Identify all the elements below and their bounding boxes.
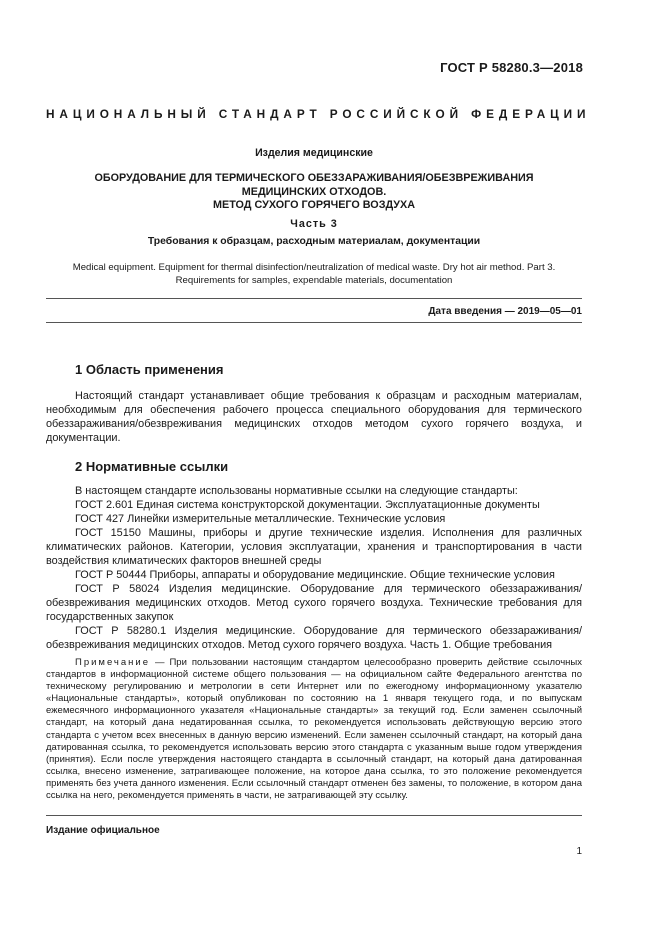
doc-part: Часть 3: [290, 218, 338, 230]
doc-requirements-title: Требования к образцам, расходным материалам, документации: [147, 236, 481, 247]
section-1-body: [46, 389, 582, 445]
doc-subtitle: Изделия медицинские: [255, 147, 373, 159]
reference-item: ГОСТ Р 58280.1 Изделия медицинские. Оборудование для термического обеззараживания/обезвреживания медицинских отходов. Метод сухого горячего воздуха. Часть 1. Общие требования: [46, 625, 582, 651]
doc-number: ГОСТ Р 58280.3—2018: [440, 60, 583, 75]
page-number: 1: [576, 846, 582, 857]
footer-divider: [46, 815, 582, 816]
reference-item: ГОСТ Р 58024 Изделия медицинские. Оборудование для термического обеззараживания/обезвреживания медицинских отходов. Метод сухого горячего воздуха. Технические требования для государственных закупок: [46, 583, 582, 623]
main-title-line: МЕТОД СУХОГО ГОРЯЧЕГО ВОЗДУХА: [213, 199, 415, 211]
main-title-line: ОБОРУДОВАНИЕ ДЛЯ ТЕРМИЧЕСКОГО ОБЕЗЗАРАЖИВАНИЯ/ОБЕЗВРЕЖИВАНИЯ: [94, 172, 534, 184]
section-1-heading: 1 Область применения: [75, 362, 224, 377]
english-title-line: Requirements for samples, expendable materials, documentation: [175, 274, 453, 286]
national-standard-line: НАЦИОНАЛЬНЫЙ СТАНДАРТ РОССИЙСКОЙ ФЕДЕРАЦИИ: [46, 107, 591, 121]
note-label: Примечание: [75, 657, 150, 668]
reference-item: ГОСТ 2.601 Единая система конструкторской документации. Эксплуатационные документы: [75, 499, 540, 511]
divider: [46, 298, 582, 299]
main-title-line: МЕДИЦИНСКИХ ОТХОДОВ.: [241, 185, 387, 198]
english-title: [46, 262, 582, 287]
intro-date: Дата введения — 2019—05—01: [428, 306, 582, 317]
note: [46, 657, 582, 802]
reference-item: ГОСТ Р 50444 Приборы, аппараты и оборудование медицинские. Общие технические условия: [75, 569, 555, 581]
english-title-line: Medical equipment. Equipment for thermal disinfection/neutralization of medical waste. Dry hot air method. Part 3.: [72, 262, 556, 273]
divider: [46, 322, 582, 323]
paragraph: Настоящий стандарт устанавливает общие требования к образцам и расходным материалам, необходимым для обеспечения рабочего процесса специального оборудования для термического обеззараживания/обезвреживания медицинских отходов методом сухого горячего воздуха, и документации.: [46, 390, 582, 444]
doc-main-title: [46, 172, 582, 213]
reference-item: ГОСТ 15150 Машины, приборы и другие технические изделия. Исполнения для различных климатических районов. Категории, условия эксплуатации, хранения и транспортирования в части воздействия климатических факторов внешней среды: [46, 527, 582, 567]
paragraph: В настоящем стандарте использованы нормативные ссылки на следующие стандарты:: [75, 485, 518, 497]
note-text: — При пользовании настоящим стандартом целесообразно проверить действие ссылочных стандартов в информационной системе общего пользования — на официальном сайте Федерального агентства по техническому регулированию и метрологии в сети Интернет или по ежегодному информационному указателю «Национальные стандарты», который опубликован по состоянию на 1 января текущего года, и по выпускам ежемесячного информационного указателя «Национальные стандарты» за текущий год. Если заменен ссылочный стандарт, на который дана недатированная ссылка, то рекомендуется использовать действующую версию этого стандарта с учетом всех внесенных в данную версию изменений. Если заменен ссылочный стандарт, на который дана датированная ссылка, то рекомендуется использовать версию этого стандарта с указанным выше годом утверждения (принятия). Если после утверждения настоящего стандарта в ссылочный стандарт, на который дана датированная ссылка, внесено изменение, затрагивающее положение, на которое дана ссылка, то это положение рекомендуется применять без учета данного изменения. Если ссылочный стандарт отменен без замены, то положение, в котором дана ссылка на него, рекомендуется применять в части, не затрагивающей эту ссылку.: [46, 657, 582, 802]
reference-item: ГОСТ 427 Линейки измерительные металлические. Технические условия: [75, 513, 446, 525]
section-2-heading: 2 Нормативные ссылки: [75, 459, 229, 474]
section-2-body: [46, 484, 582, 652]
edition-label: Издание официальное: [46, 825, 160, 836]
